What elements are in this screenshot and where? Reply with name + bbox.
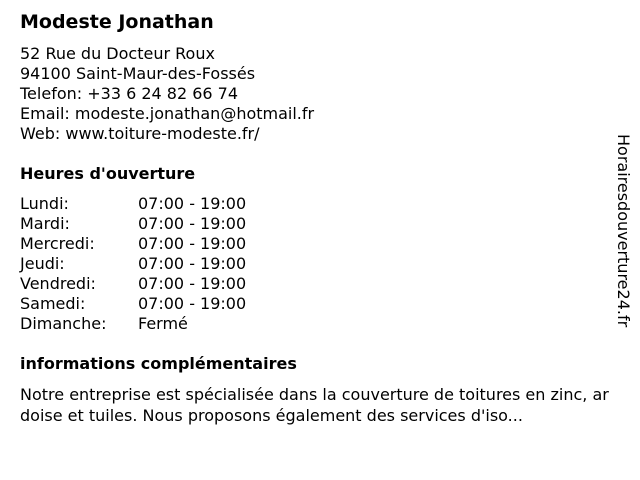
- day-label: Jeudi:: [20, 254, 65, 273]
- time-range: 07:00 - 19:00: [138, 294, 247, 313]
- business-name: Modeste Jonathan: [20, 11, 214, 33]
- time-range: Fermé: [138, 314, 188, 333]
- site-watermark: Horairesdouverture24.fr: [614, 134, 633, 328]
- time-range: 07:00 - 19:00: [138, 234, 247, 253]
- time-range: 07:00 - 19:00: [138, 274, 247, 293]
- email-address: Email: modeste.jonathan@hotmail.fr: [20, 104, 315, 123]
- day-label: Vendredi:: [20, 274, 96, 293]
- contact-block: [20, 44, 314, 144]
- day-label: Mercredi:: [20, 234, 95, 253]
- website: Web: www.toiture-modeste.fr/: [20, 124, 260, 143]
- address-street: 52 Rue du Docteur Roux: [20, 44, 215, 63]
- day-label: Mardi:: [20, 214, 70, 233]
- additional-info-title: informations complémentaires: [20, 354, 297, 373]
- time-range: 07:00 - 19:00: [138, 194, 247, 213]
- opening-hours-title: Heures d'ouverture: [20, 164, 196, 183]
- phone-number: Telefon: +33 6 24 82 66 74: [20, 84, 239, 103]
- business-description: Notre entreprise est spécialisée dans la couverture de toitures en zinc, ardoise et tuiles. Nous proposons également des services d'iso...: [20, 385, 609, 425]
- day-label: Samedi:: [20, 294, 86, 313]
- time-range: 07:00 - 19:00: [138, 214, 247, 233]
- day-label: Lundi:: [20, 194, 69, 213]
- address-city: 94100 Saint-Maur-des-Fossés: [20, 64, 256, 83]
- time-range: 07:00 - 19:00: [138, 254, 247, 273]
- day-label: Dimanche:: [20, 314, 107, 333]
